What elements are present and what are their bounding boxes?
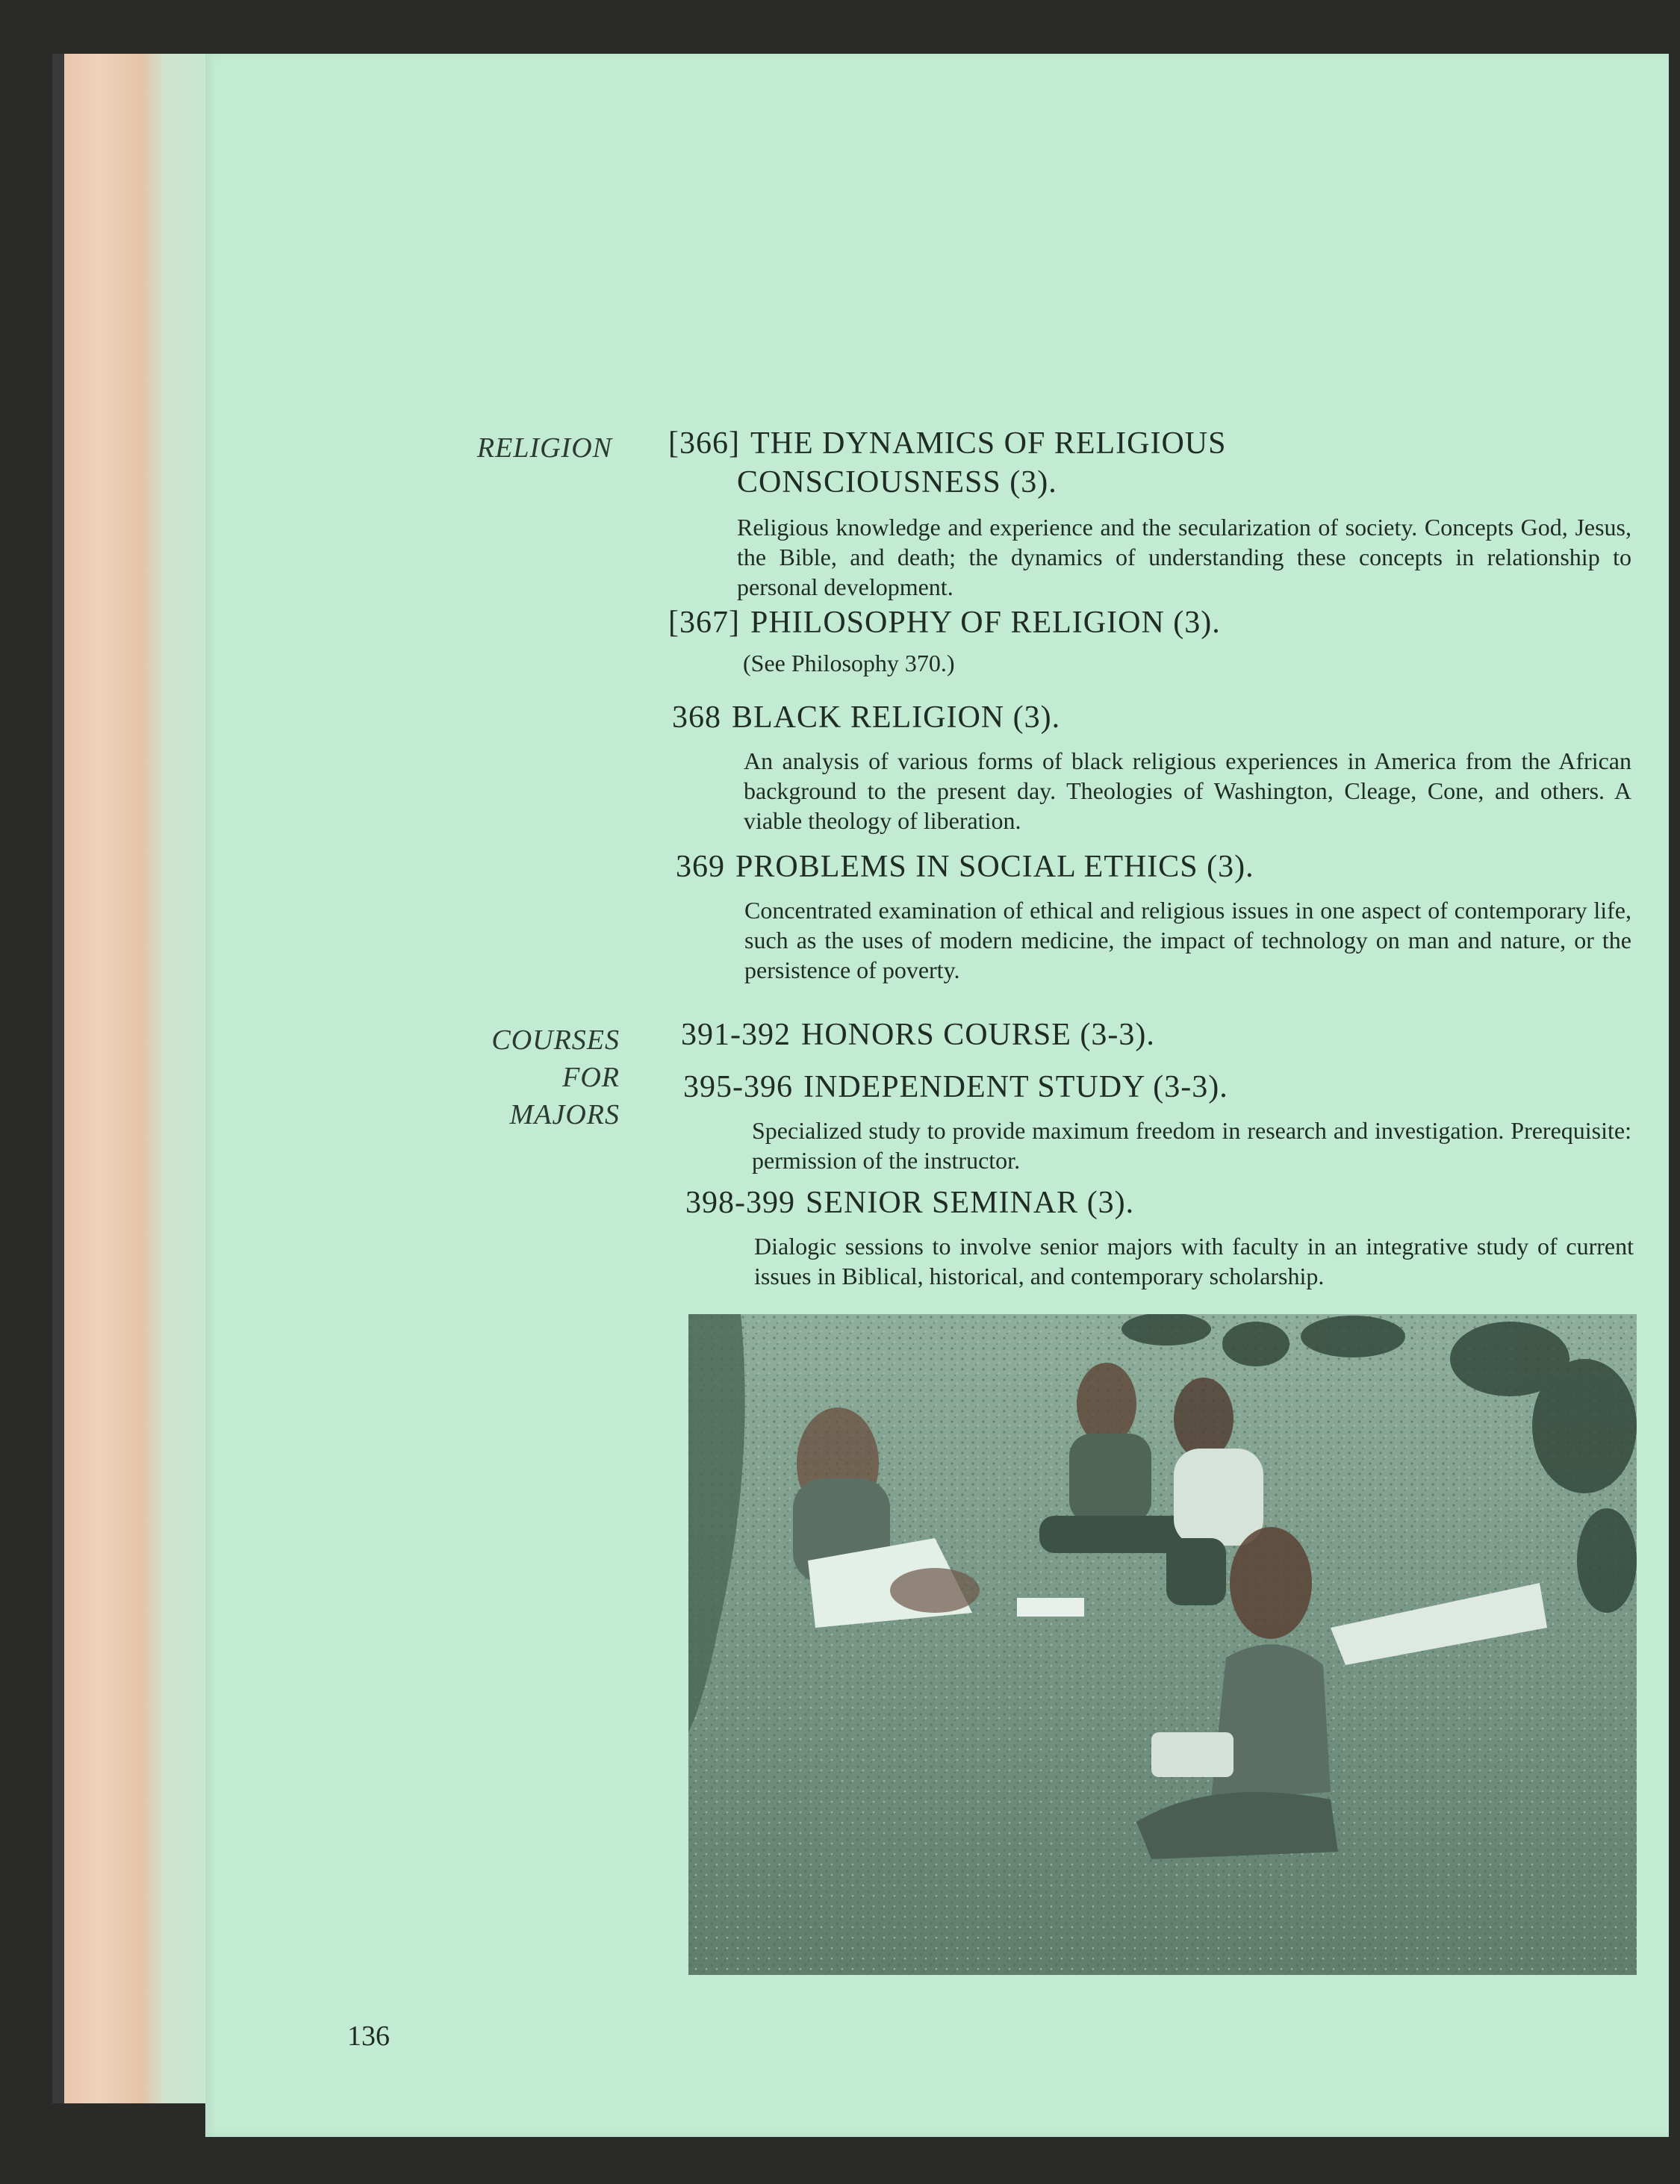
course-title xyxy=(668,603,1631,642)
book-page-edges xyxy=(52,54,209,2103)
page-number: 136 xyxy=(347,2020,390,2052)
section-label-line: FOR xyxy=(562,1062,620,1093)
course-398-399 xyxy=(685,1183,1634,1291)
course-title-line1: SENIOR SEMINAR (3). xyxy=(806,1186,1135,1220)
course-title-line1: INDEPENDENT STUDY (3-3). xyxy=(803,1070,1228,1104)
section-label-religion: RELIGION xyxy=(476,432,612,464)
photo-illustration xyxy=(688,1314,1637,1975)
students-seminar-photo xyxy=(688,1314,1637,1975)
course-title-line1: HONORS COURSE (3-3). xyxy=(801,1018,1155,1052)
course-367 xyxy=(668,603,1631,678)
course-number: 391-392 xyxy=(681,1018,791,1052)
course-title-line1: PHILOSOPHY OF RELIGION (3). xyxy=(750,606,1221,640)
section-label-courses-for-majors xyxy=(418,1021,620,1133)
course-number: 368 xyxy=(672,700,721,735)
course-description: Concentrated examination of ethical and religious issues in one aspect of contemporary life, such as the uses of modern medicine, the impact of technology on man and nature, or the persistence of poverty. xyxy=(744,897,1631,983)
section-label-line: MAJORS xyxy=(509,1099,620,1130)
course-number: 395-396 xyxy=(683,1070,793,1104)
course-number: [366] xyxy=(668,426,740,461)
course-title xyxy=(672,698,1631,737)
course-369 xyxy=(676,847,1631,985)
section-label-line: COURSES xyxy=(491,1024,620,1056)
course-title-line2: CONSCIOUSNESS (3). xyxy=(737,465,1057,500)
course-title xyxy=(685,1183,1634,1222)
course-366 xyxy=(668,424,1631,602)
course-title-line1: THE DYNAMICS OF RELIGIOUS xyxy=(750,426,1227,461)
course-number: 398-399 xyxy=(685,1186,795,1220)
course-title xyxy=(668,424,1631,502)
course-title xyxy=(676,847,1631,886)
course-description: (See Philosophy 370.) xyxy=(743,650,955,676)
course-description: Specialized study to provide maximum freedom in research and investigation. Prerequisite: permission of the instructor. xyxy=(752,1117,1631,1174)
course-number: 369 xyxy=(676,850,725,884)
course-description: An analysis of various forms of black religious experiences in America from the African background to the present day. Theologies of Washington, Cleage, Cone, and others. A viable theology of liberation. xyxy=(744,747,1631,834)
course-title-line1: BLACK RELIGION (3). xyxy=(732,700,1061,735)
course-title xyxy=(683,1068,1631,1107)
course-title xyxy=(681,1015,1629,1054)
course-number: [367] xyxy=(668,606,740,640)
course-368 xyxy=(672,698,1631,836)
course-description: Religious knowledge and experience and the secularization of society. Concepts God, Jesus, the Bible, and death; the dynamics of understanding these concepts in relationship to personal development. xyxy=(737,514,1631,600)
course-title-line1: PROBLEMS IN SOCIAL ETHICS (3). xyxy=(735,850,1254,884)
course-description: Dialogic sessions to involve senior majors with faculty in an integrative study of current issues in Biblical, historical, and contemporary scholarship. xyxy=(754,1233,1634,1289)
course-395-396 xyxy=(683,1068,1631,1175)
course-391-392 xyxy=(681,1015,1629,1054)
